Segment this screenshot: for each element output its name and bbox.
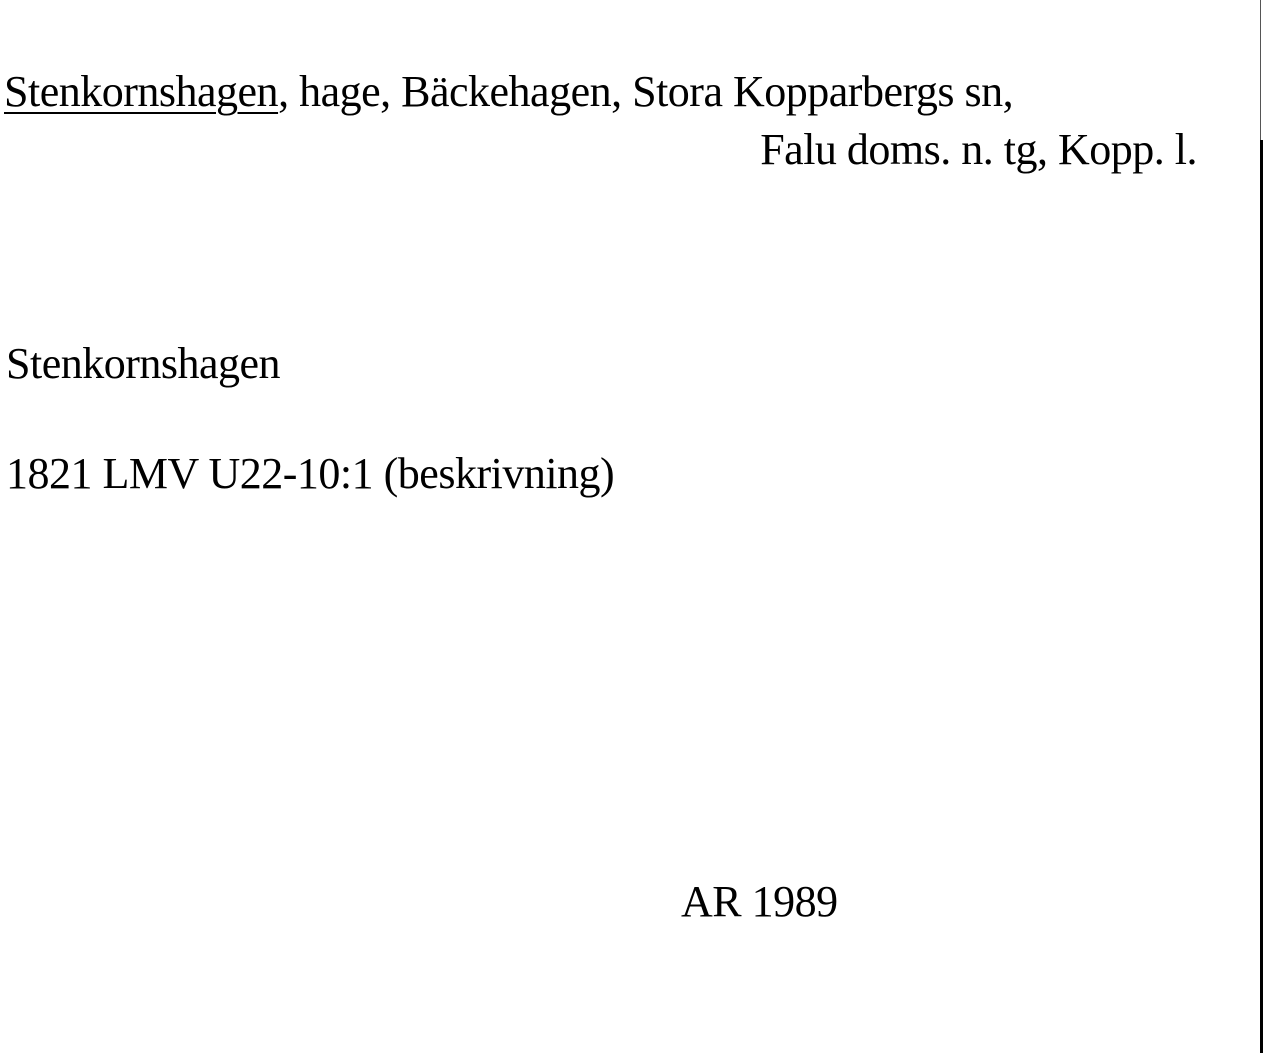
card-edge (1260, 140, 1263, 1053)
heading-location: Falu doms. n. tg, Kopp. l. (760, 125, 1197, 174)
headword: Stenkornshagen (4, 67, 279, 116)
card-heading (4, 67, 1014, 116)
heading-details: , hage, Bäckehagen, Stora Kopparbergs sn, (278, 67, 1014, 116)
source-reference: 1821 LMV U22-10:1 (beskrivning) (6, 449, 615, 498)
name-form: Stenkornshagen (6, 339, 281, 388)
card-edge-thin (1260, 0, 1261, 140)
signature: AR 1989 (681, 877, 838, 926)
